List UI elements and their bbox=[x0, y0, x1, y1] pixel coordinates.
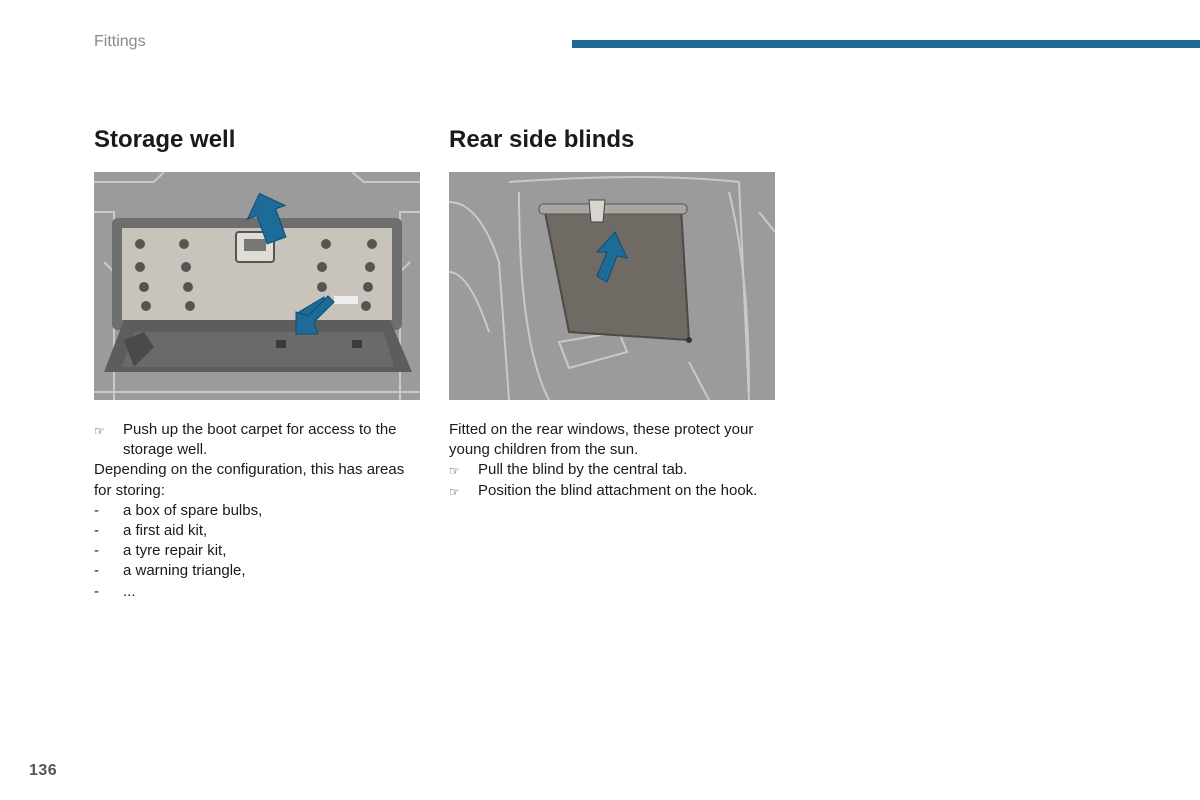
pointer-icon: ☞ bbox=[449, 484, 460, 499]
rear-side-blinds-heading: Rear side blinds bbox=[449, 126, 635, 153]
page-number: 136 bbox=[29, 762, 58, 779]
list-item bbox=[94, 541, 420, 561]
list-item-text: a box of spare bulbs, bbox=[123, 501, 263, 519]
dash-bullet: - bbox=[94, 501, 99, 519]
list-item-text: a warning triangle, bbox=[123, 562, 246, 580]
rear-blind-step bbox=[449, 460, 775, 480]
storage-well-step bbox=[94, 420, 420, 460]
step-text: Position the blind attachment on the hook. bbox=[478, 481, 758, 499]
list-item bbox=[94, 521, 420, 541]
list-item-text: a first aid kit, bbox=[123, 522, 208, 540]
rear-side-blinds-illustration bbox=[449, 172, 775, 400]
step-text: Push up the boot carpet for access to the storage well. bbox=[123, 421, 397, 459]
storage-well-intro: Depending on the configuration, this has areas for storing: bbox=[94, 461, 405, 499]
list-item-text: ... bbox=[123, 582, 136, 600]
rear-blind-step bbox=[449, 481, 775, 501]
dash-bullet: - bbox=[94, 562, 99, 580]
storage-well-illustration bbox=[94, 172, 420, 400]
list-item bbox=[94, 561, 420, 581]
storage-well-heading: Storage well bbox=[94, 126, 236, 153]
dash-bullet: - bbox=[94, 522, 99, 540]
list-item bbox=[94, 582, 420, 602]
list-item bbox=[94, 501, 420, 521]
list-item-text: a tyre repair kit, bbox=[123, 542, 227, 560]
header-accent-bar bbox=[572, 40, 1200, 48]
storage-well-text bbox=[94, 420, 420, 602]
pointer-icon: ☞ bbox=[449, 464, 460, 479]
section-title: Fittings bbox=[94, 33, 146, 50]
dash-bullet: - bbox=[94, 542, 99, 560]
rear-side-blinds-text bbox=[449, 420, 775, 501]
dash-bullet: - bbox=[94, 582, 99, 600]
rear-side-blinds-intro: Fitted on the rear windows, these protect your young children from the sun. bbox=[449, 421, 754, 459]
pointer-icon: ☞ bbox=[94, 424, 105, 438]
step-text: Pull the blind by the central tab. bbox=[478, 461, 688, 479]
